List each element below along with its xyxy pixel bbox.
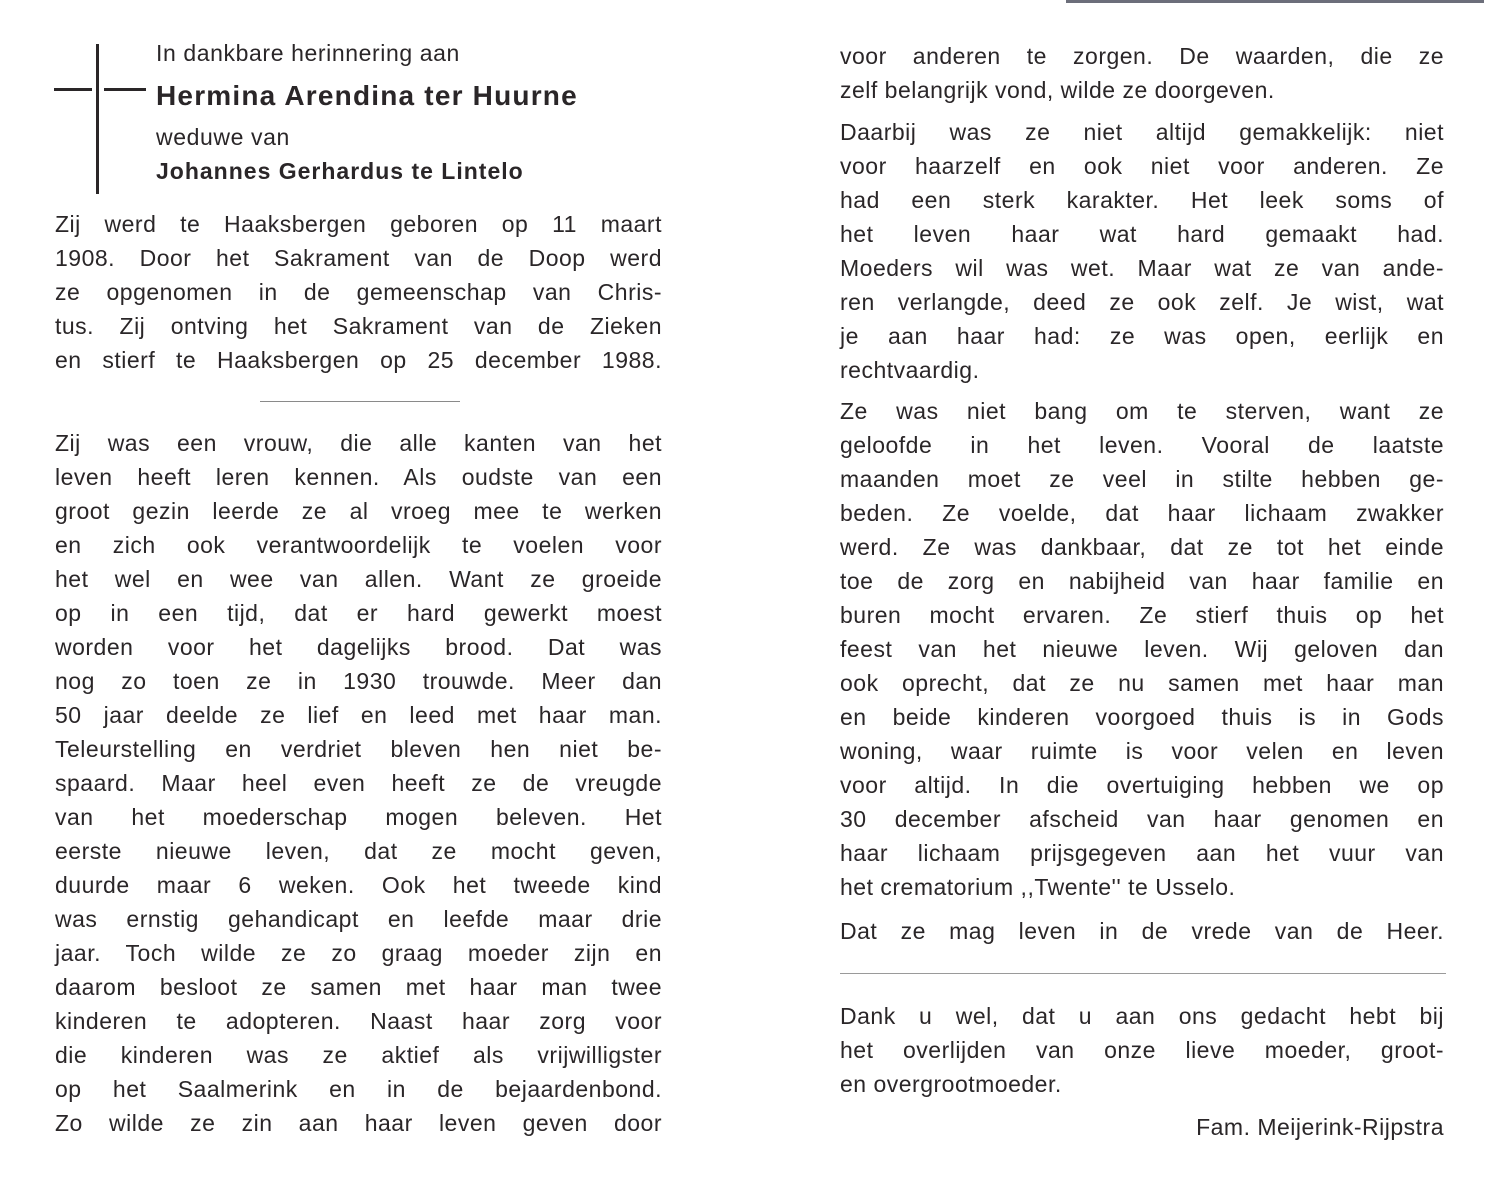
life-story-left-column: [55, 426, 662, 1140]
text-line: rechtvaardig.: [840, 357, 980, 383]
text-line: had een sterk karakter. Het leek soms of: [840, 187, 1444, 213]
text-line: zelf belangrijk vond, wilde ze doorgeven.: [840, 77, 1275, 103]
text-line: op het Saalmerink en in de bejaardenbond.: [55, 1076, 662, 1102]
text-line: 30 december afscheid van haar genomen en: [840, 806, 1444, 832]
deceased-name: Hermina Arendina ter Huurne: [156, 80, 578, 111]
text-line: en beide kinderen voorgoed thuis is in Gods: [840, 704, 1444, 730]
text-line: eerste nieuwe leven, dat ze mocht geven,: [55, 838, 662, 864]
cross-vertical-bar: [96, 44, 99, 194]
text-line: Moeders wil was wet. Maar wat ze van ande-: [840, 255, 1444, 281]
text-line: daarom besloot ze samen met haar man twee: [55, 974, 662, 1000]
biography-line: en stierf te Haaksbergen op 25 december 1988.: [55, 347, 662, 373]
section-divider: [840, 973, 1446, 974]
text-line: het crematorium ,,Twente'' te Usselo.: [840, 874, 1236, 900]
spouse-name: Johannes Gerhardus te Lintelo: [156, 158, 524, 184]
life-story-right-paragraph-3: [840, 394, 1444, 904]
text-line: ren verlangde, deed ze ook zelf. Je wist, wat: [840, 289, 1444, 315]
text-line: groot gezin leerde ze al vroeg mee te werken: [55, 498, 662, 524]
text-line: die kinderen was ze aktief als vrijwilligster: [55, 1042, 662, 1068]
thanks-line: Dank u wel, dat u aan ons gedacht hebt bij: [840, 1003, 1444, 1029]
thanks-paragraph: [840, 999, 1444, 1101]
cross-right-arm: [104, 88, 146, 91]
text-line: worden voor het dagelijks brood. Dat was: [55, 634, 662, 660]
text-line: maanden moet ze veel in stilte hebben ge-: [840, 466, 1444, 492]
text-line: nog zo toen ze in 1930 trouwde. Meer dan: [55, 668, 662, 694]
text-line: spaard. Maar heel even heeft ze de vreugde: [55, 770, 662, 796]
memorial-intro: In dankbare herinnering aan: [156, 40, 460, 66]
text-line: kinderen te adopteren. Naast haar zorg voor: [55, 1008, 662, 1034]
text-line: Zij was een vrouw, die alle kanten van het: [55, 430, 662, 456]
text-line: van het moederschap mogen beleven. Het: [55, 804, 662, 830]
blessing-text: Dat ze mag leven in de vrede van de Heer.: [840, 918, 1444, 944]
thanks-line: het overlijden van onze lieve moeder, groot-: [840, 1037, 1444, 1063]
text-line: haar lichaam prijsgegeven aan het vuur van: [840, 840, 1444, 866]
signature-text: Fam. Meijerink-Rijpstra: [1196, 1114, 1444, 1140]
text-line: geloofde in het leven. Vooral de laatste: [840, 432, 1444, 458]
text-line: ook oprecht, dat ze nu samen met haar man: [840, 670, 1444, 696]
family-signature: [840, 1110, 1444, 1144]
text-line: 50 jaar deelde ze lief en leed met haar man.: [55, 702, 662, 728]
text-line: woning, waar ruimte is voor velen en leven: [840, 738, 1444, 764]
text-line: voor anderen te zorgen. De waarden, die ze: [840, 43, 1444, 69]
text-line: werd. Ze was dankbaar, dat ze tot het einde: [840, 534, 1444, 560]
text-line: duurde maar 6 weken. Ook het tweede kind: [55, 872, 662, 898]
section-divider: [260, 401, 460, 402]
thanks-line: en overgrootmoeder.: [840, 1071, 1062, 1097]
blessing: [840, 914, 1444, 948]
widow-of-label: weduwe van: [156, 124, 290, 150]
life-story-right-paragraph-2: [840, 115, 1444, 387]
biography-line: Zij werd te Haaksbergen geboren op 11 maart: [55, 211, 662, 237]
biography-paragraph: [55, 207, 662, 377]
text-line: Teleurstelling en verdriet bleven hen niet be-: [55, 736, 662, 762]
text-line: op in een tijd, dat er hard gewerkt moest: [55, 600, 662, 626]
cross-left-arm: [54, 88, 92, 91]
life-story-right-paragraph-1: [840, 39, 1444, 107]
biography-line: ze opgenomen in de gemeenschap van Chris-: [55, 279, 662, 305]
text-line: buren mocht ervaren. Ze stierf thuis op het: [840, 602, 1444, 628]
top-border-rule: [1066, 0, 1484, 3]
text-line: Daarbij was ze niet altijd gemakkelijk: niet: [840, 119, 1444, 145]
text-line: Ze was niet bang om te sterven, want ze: [840, 398, 1444, 424]
text-line: voor haarzelf en ook niet voor anderen. Ze: [840, 153, 1444, 179]
text-line: het wel en wee van allen. Want ze groeide: [55, 566, 662, 592]
text-line: Zo wilde ze zin aan haar leven geven door: [55, 1110, 662, 1136]
text-line: toe de zorg en nabijheid van haar familie en: [840, 568, 1444, 594]
text-line: en zich ook verantwoordelijk te voelen voor: [55, 532, 662, 558]
text-line: beden. Ze voelde, dat haar lichaam zwakker: [840, 500, 1444, 526]
biography-line: 1908. Door het Sakrament van de Doop werd: [55, 245, 662, 271]
text-line: het leven haar wat hard gemaakt had.: [840, 221, 1444, 247]
text-line: feest van het nieuwe leven. Wij geloven dan: [840, 636, 1444, 662]
text-line: leven heeft leren kennen. Als oudste van een: [55, 464, 662, 490]
biography-line: tus. Zij ontving het Sakrament van de Zieken: [55, 313, 662, 339]
text-line: voor altijd. In die overtuiging hebben we op: [840, 772, 1444, 798]
text-line: je aan haar had: ze was open, eerlijk en: [840, 323, 1444, 349]
text-line: jaar. Toch wilde ze zo graag moeder zijn en: [55, 940, 662, 966]
text-line: was ernstig gehandicapt en leefde maar drie: [55, 906, 662, 932]
